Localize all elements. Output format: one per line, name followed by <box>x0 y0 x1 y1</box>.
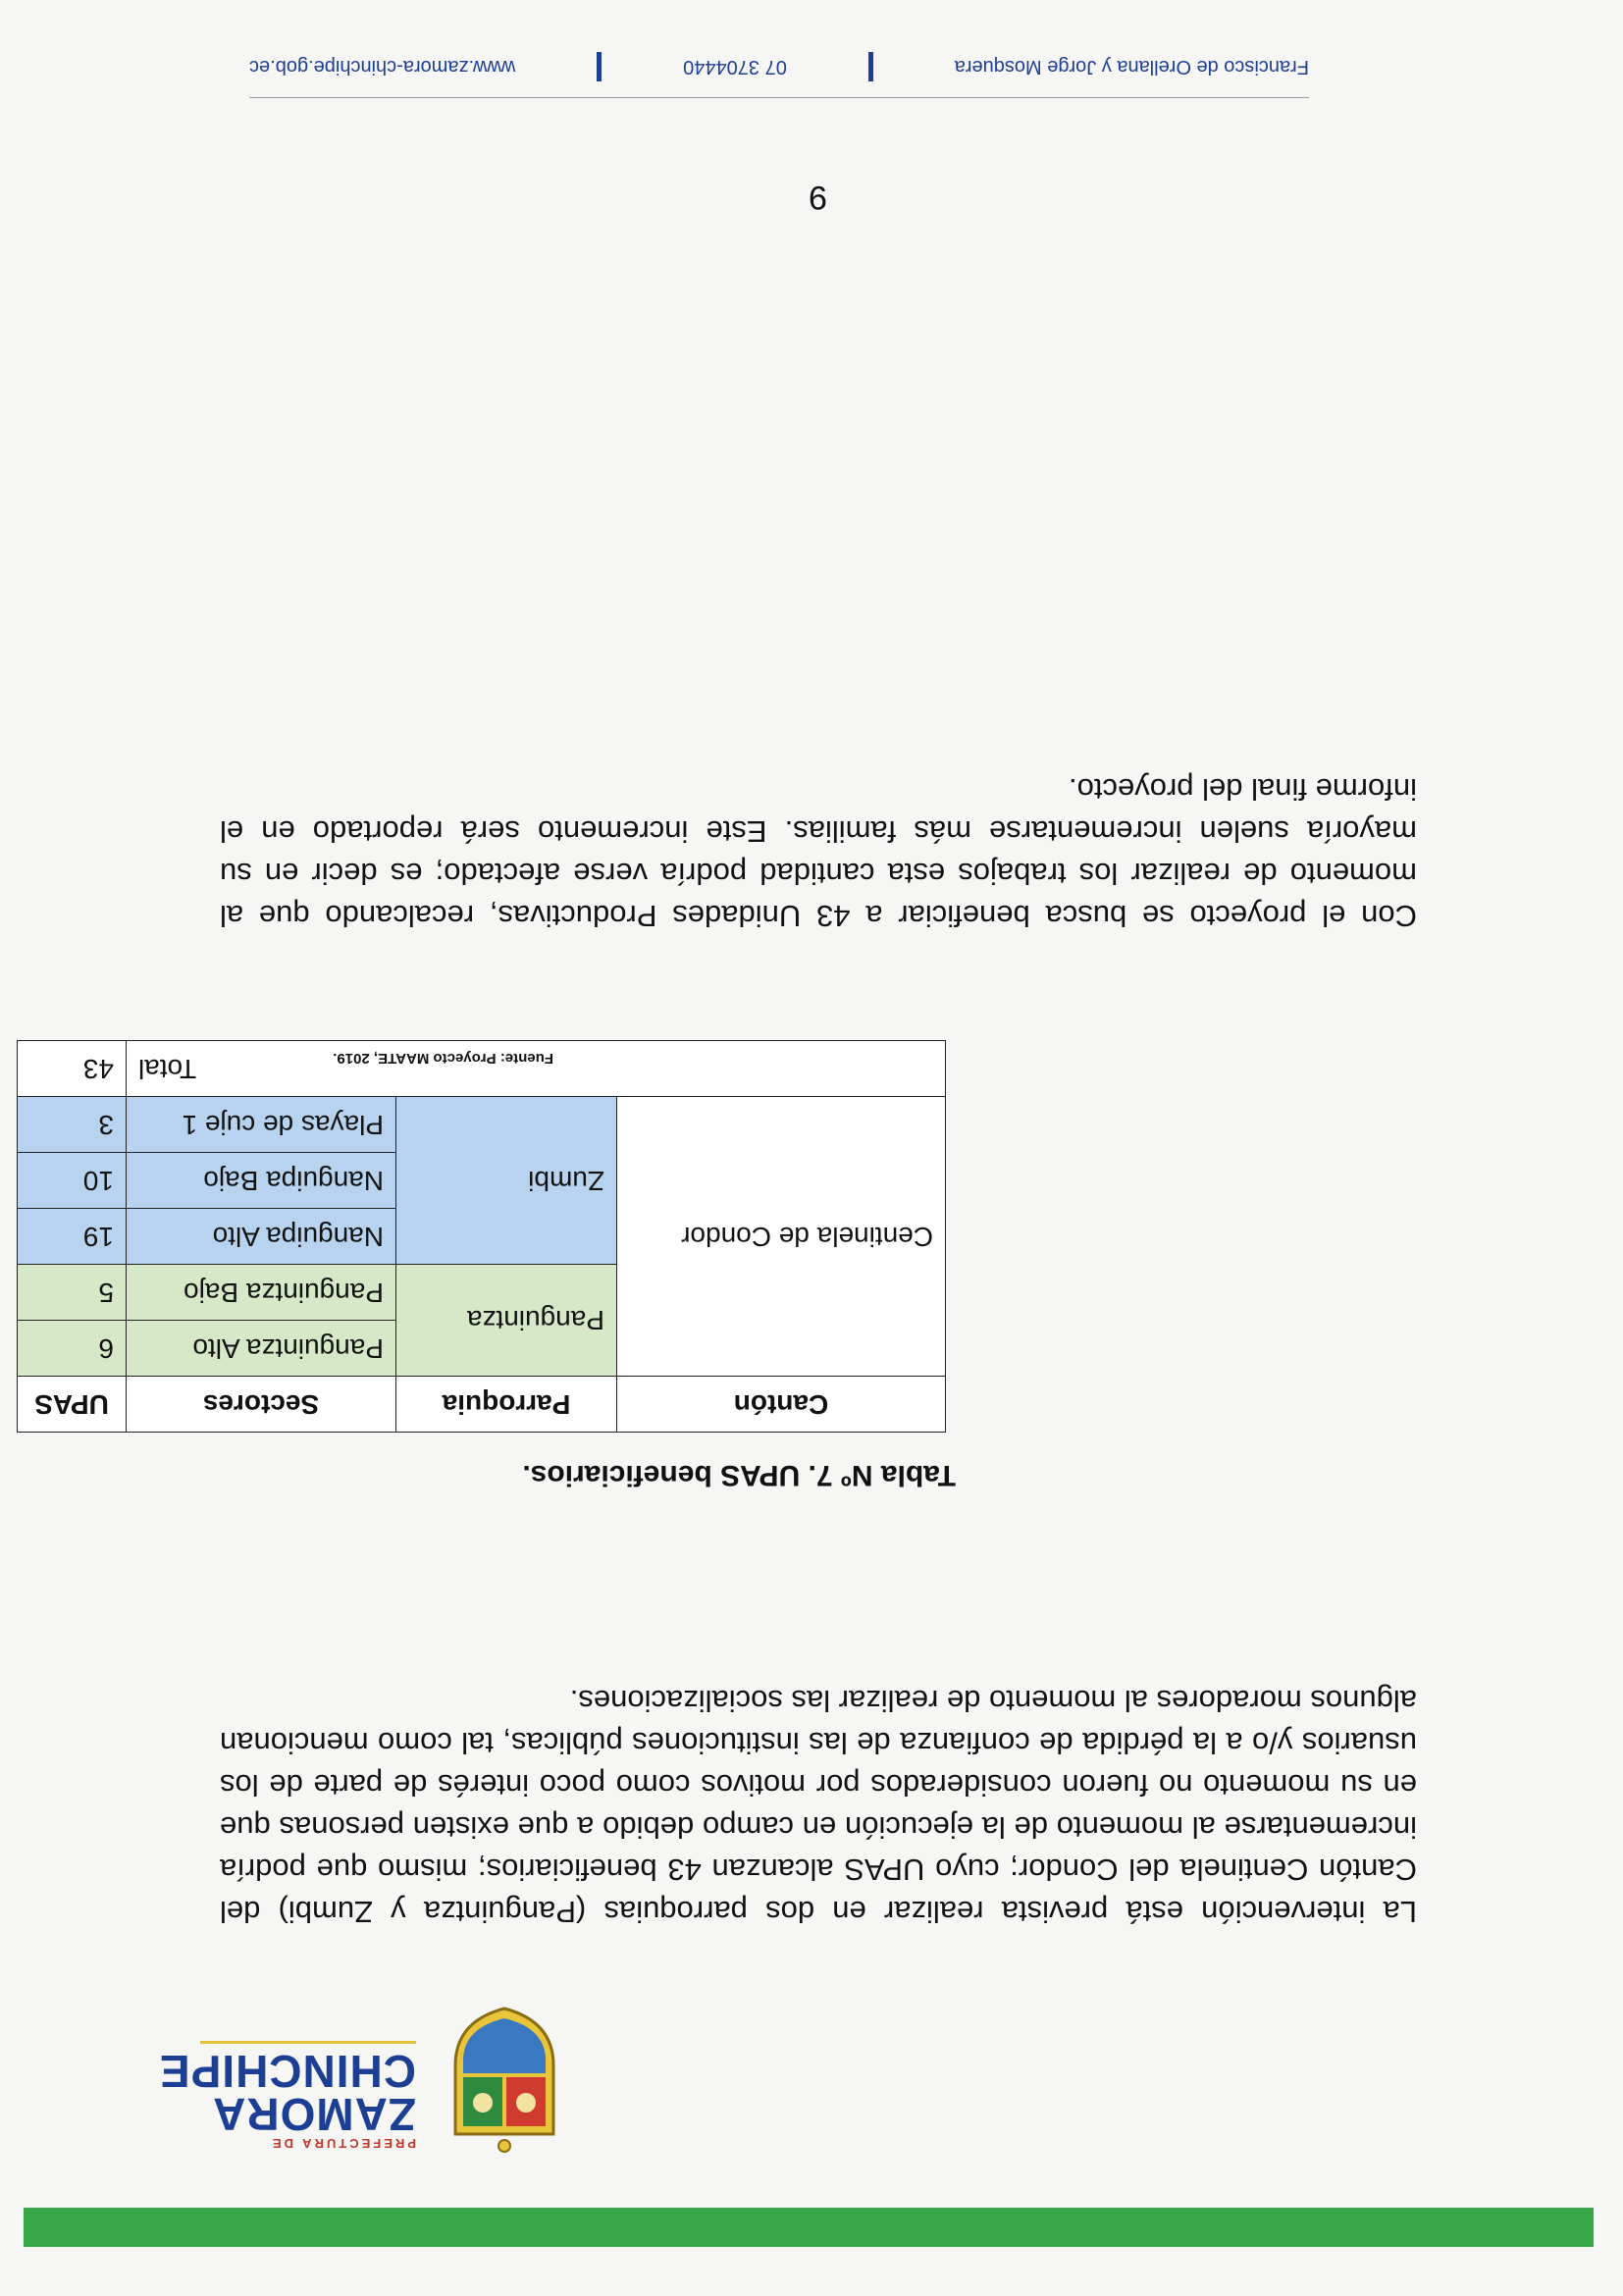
cell-sector: Panguintza Alto <box>127 1321 396 1377</box>
cell-upas: 19 <box>18 1209 127 1265</box>
brand-small-text: PREFECTURA DE <box>269 2136 416 2151</box>
brand-zamora: ZAMORA <box>212 2089 416 2140</box>
prefecture-crest-icon <box>445 2007 563 2154</box>
cell-sector: Playas de cuje 1 <box>127 1097 396 1153</box>
page-number: 9 <box>809 179 827 216</box>
footer-address: Francisco de Orellana y Jorge Mosquera <box>954 56 1309 78</box>
brand-underline <box>200 2041 416 2044</box>
header-upas: UPAS <box>18 1377 127 1433</box>
header-canton: Cantón <box>617 1377 946 1433</box>
footer <box>249 52 1309 98</box>
intro-paragraph: La intervención está prevista realizar en dos parroquias (Panguintza y Zumbi) del Cantón Centinela del Condor; cuyo UPAS alcanzan 43 beneficiarios; mismo que podría incrementarse al momento de la ejecución en campo debido a que existen personas que en su momento no fueron considerados por motivos como poco interés de parte de los usuarios y/o a la pérdida de confianza de las instituciones públicas, tal como mencionan algunos moradores al momento de realizar las socializaciones. <box>220 1684 1417 1929</box>
project-paragraph: Con el proyecto se busca beneficiar a 43 Unidades Productivas, recalcando que al momento de realizar los trabajos esta cantidad podría verse afectado; es decir en su mayoría suelen incrementarse más familias. Este incremento será reportado en el informe final del proyecto. <box>220 772 1417 933</box>
footer-separator <box>868 52 873 81</box>
brand-chinchipe: CHINCHIPE <box>158 2046 416 2097</box>
cell-parroquia: Panguintza <box>396 1265 617 1377</box>
cell-upas: 5 <box>18 1265 127 1321</box>
cell-sector: Nanguipa Bajo <box>127 1153 396 1209</box>
cell-sector: Nanguipa Alto <box>127 1209 396 1265</box>
prefecture-brand <box>158 2041 416 2151</box>
table-source: Fuente: Proyecto MAATE, 2019. <box>333 1050 553 1067</box>
header-sectores: Sectores <box>127 1377 396 1433</box>
upas-table <box>17 1040 946 1433</box>
cell-upas: 10 <box>18 1153 127 1209</box>
cell-sector: Panguintza Bajo <box>127 1265 396 1321</box>
cell-upas: 6 <box>18 1321 127 1377</box>
header-green-bar <box>24 2208 1594 2247</box>
footer-phone: 07 3704440 <box>683 56 787 78</box>
cell-total-value: 43 <box>18 1041 127 1097</box>
footer-separator <box>597 52 602 81</box>
cell-total-label: Total <box>127 1041 946 1097</box>
footer-website: www.zamora-chinchipe.gob.ec <box>249 56 516 78</box>
table-header-row <box>18 1377 946 1433</box>
table-caption: Tabla Nº 7. UPAS beneficiarios. <box>522 1459 956 1491</box>
cell-upas: 3 <box>18 1097 127 1153</box>
cell-canton: Centinela de Condor <box>617 1097 946 1377</box>
table-row <box>18 1321 946 1377</box>
cell-parroquia: Zumbi <box>396 1097 617 1265</box>
header-parroquia: Parroquia <box>396 1377 617 1433</box>
